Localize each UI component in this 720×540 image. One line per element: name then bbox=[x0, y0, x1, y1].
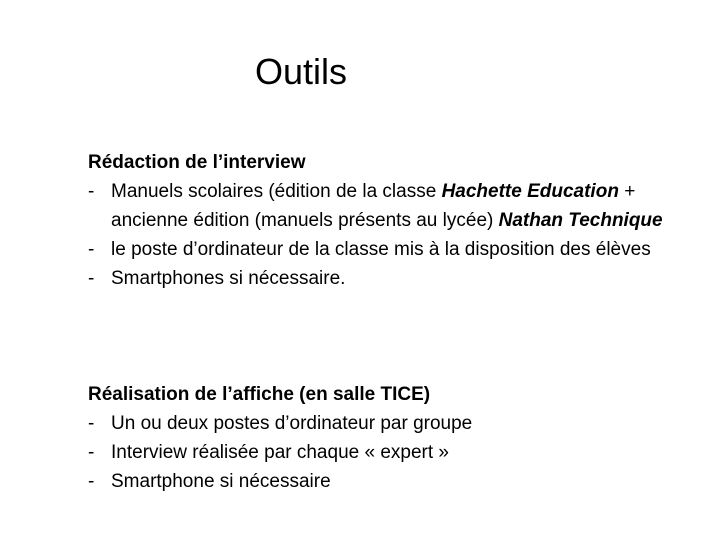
bullet-list bbox=[88, 177, 688, 293]
list-item-text: + ancienne édition (manuels présents au lycée) bbox=[111, 181, 636, 231]
list-item-text: Smartphones si nécessaire. bbox=[111, 268, 346, 289]
list-item bbox=[88, 264, 688, 293]
dash-bullet: - bbox=[88, 442, 95, 463]
publisher-name: Hachette Education bbox=[441, 181, 619, 202]
list-item-text: Smartphone si nécessaire bbox=[111, 471, 331, 492]
list-item-text: le poste d’ordinateur de la classe mis à la disposition des élèves bbox=[111, 239, 651, 260]
section-realisation bbox=[88, 380, 688, 496]
list-item-text: Un ou deux postes d’ordinateur par groupe bbox=[111, 413, 473, 434]
dash-bullet: - bbox=[88, 181, 95, 202]
bullet-list bbox=[88, 409, 688, 496]
section-heading: Réalisation de l’affiche (en salle TICE) bbox=[88, 384, 431, 405]
list-item bbox=[88, 409, 688, 438]
list-item bbox=[88, 177, 688, 235]
list-item-text: Interview réalisée par chaque « expert » bbox=[111, 442, 449, 463]
section-heading: Rédaction de l’interview bbox=[88, 152, 306, 173]
section-redaction bbox=[88, 148, 688, 293]
dash-bullet: - bbox=[88, 268, 95, 289]
publisher-name: Nathan Technique bbox=[498, 210, 663, 231]
list-item-text: Manuels scolaires (édition de la classe bbox=[111, 181, 442, 202]
list-item bbox=[88, 235, 688, 264]
list-item bbox=[88, 438, 688, 467]
page-title: Outils bbox=[255, 51, 348, 92]
dash-bullet: - bbox=[88, 471, 95, 492]
dash-bullet: - bbox=[88, 239, 95, 260]
list-item bbox=[88, 467, 688, 496]
dash-bullet: - bbox=[88, 413, 95, 434]
